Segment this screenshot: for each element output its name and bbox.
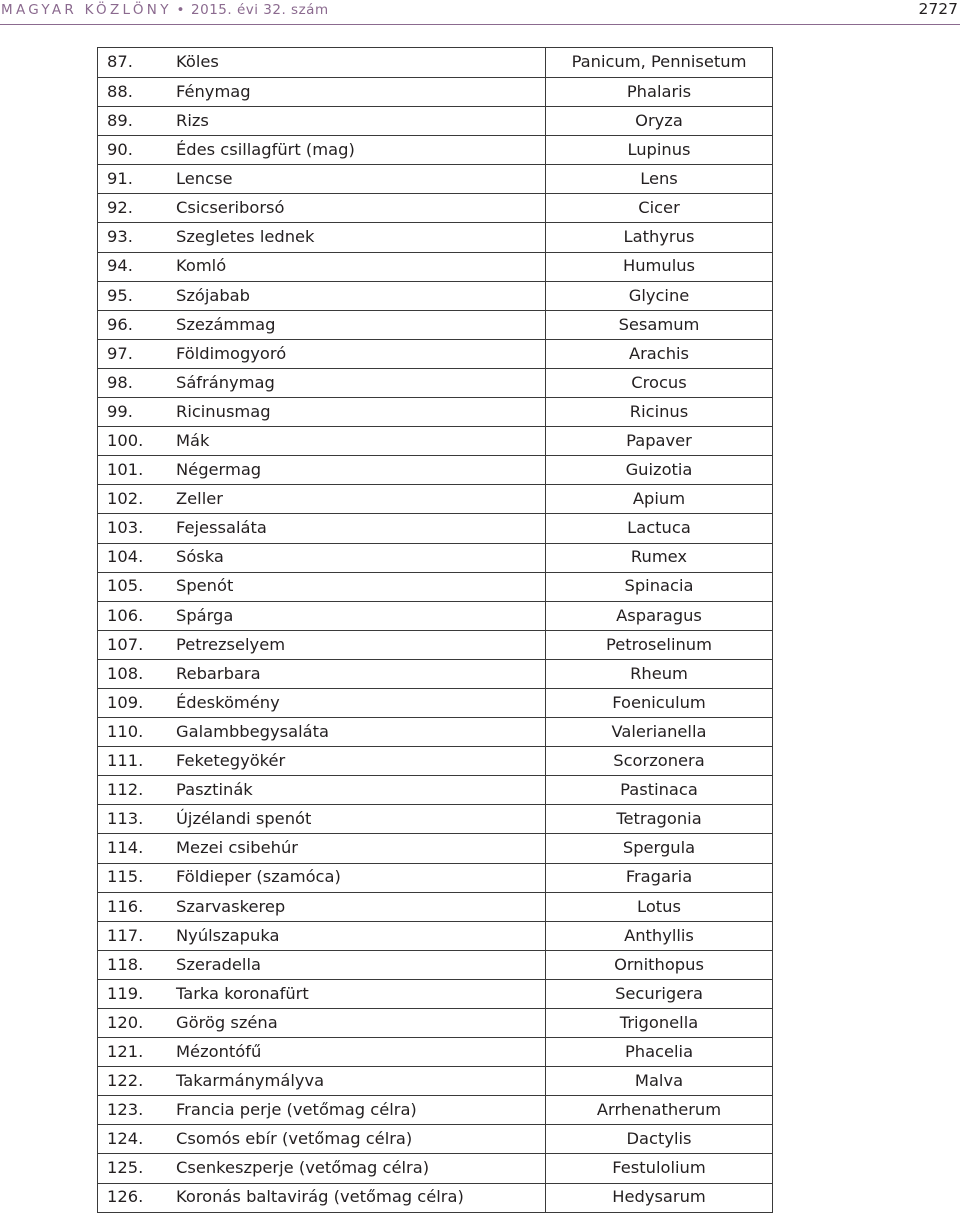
latin-name: Panicum, Pennisetum	[546, 48, 773, 78]
row-number: 122.	[98, 1067, 169, 1096]
hungarian-name: Koronás baltavirág (vetőmag célra)	[168, 1183, 546, 1212]
hungarian-name: Ricinusmag	[168, 398, 546, 427]
row-number: 117.	[98, 921, 169, 950]
latin-name: Spergula	[546, 834, 773, 863]
row-number: 115.	[98, 863, 169, 892]
hungarian-name: Tarka koronafürt	[168, 979, 546, 1008]
row-number: 92.	[98, 194, 169, 223]
hungarian-name: Mézontófű	[168, 1038, 546, 1067]
hungarian-name: Négermag	[168, 456, 546, 485]
latin-name: Glycine	[546, 281, 773, 310]
latin-name: Rumex	[546, 543, 773, 572]
latin-name: Crocus	[546, 368, 773, 397]
latin-name: Sesamum	[546, 310, 773, 339]
hungarian-name: Sóska	[168, 543, 546, 572]
table-row	[98, 863, 773, 892]
row-number: 98.	[98, 368, 169, 397]
latin-name: Tetragonia	[546, 805, 773, 834]
hungarian-name: Mák	[168, 427, 546, 456]
hungarian-name: Nyúlszapuka	[168, 921, 546, 950]
hungarian-name: Pasztinák	[168, 776, 546, 805]
latin-name: Malva	[546, 1067, 773, 1096]
page-number: 2727	[918, 0, 958, 18]
species-table	[97, 47, 773, 1213]
row-number: 126.	[98, 1183, 169, 1212]
latin-name: Asparagus	[546, 601, 773, 630]
table-row	[98, 107, 773, 136]
table-row	[98, 485, 773, 514]
table-row	[98, 1038, 773, 1067]
row-number: 114.	[98, 834, 169, 863]
row-number: 120.	[98, 1009, 169, 1038]
row-number: 100.	[98, 427, 169, 456]
table-row	[98, 747, 773, 776]
latin-name: Anthyllis	[546, 921, 773, 950]
latin-name: Apium	[546, 485, 773, 514]
row-number: 113.	[98, 805, 169, 834]
table-row	[98, 979, 773, 1008]
species-table-body	[98, 48, 773, 1213]
row-number: 106.	[98, 601, 169, 630]
row-number: 116.	[98, 892, 169, 921]
table-row	[98, 223, 773, 252]
table-row	[98, 514, 773, 543]
table-row	[98, 1096, 773, 1125]
row-number: 119.	[98, 979, 169, 1008]
table-row	[98, 805, 773, 834]
table-row	[98, 339, 773, 368]
row-number: 93.	[98, 223, 169, 252]
row-number: 103.	[98, 514, 169, 543]
latin-name: Securigera	[546, 979, 773, 1008]
latin-name: Rheum	[546, 659, 773, 688]
row-number: 121.	[98, 1038, 169, 1067]
hungarian-name: Rizs	[168, 107, 546, 136]
hungarian-name: Csicseriborsó	[168, 194, 546, 223]
table-row	[98, 1125, 773, 1154]
latin-name: Fragaria	[546, 863, 773, 892]
table-row	[98, 1009, 773, 1038]
table-row	[98, 688, 773, 717]
hungarian-name: Sáfránymag	[168, 368, 546, 397]
hungarian-name: Földimogyoró	[168, 339, 546, 368]
latin-name: Petroselinum	[546, 630, 773, 659]
hungarian-name: Csenkeszperje (vetőmag célra)	[168, 1154, 546, 1183]
latin-name: Lathyrus	[546, 223, 773, 252]
row-number: 125.	[98, 1154, 169, 1183]
row-number: 118.	[98, 950, 169, 979]
hungarian-name: Szegletes lednek	[168, 223, 546, 252]
row-number: 105.	[98, 572, 169, 601]
row-number: 111.	[98, 747, 169, 776]
publication-title: MAGYAR KÖZLÖNY	[1, 2, 172, 18]
latin-name: Festulolium	[546, 1154, 773, 1183]
header-left	[1, 2, 329, 18]
header-bullet: •	[176, 2, 186, 18]
row-number: 109.	[98, 688, 169, 717]
latin-name: Spinacia	[546, 572, 773, 601]
page-header	[0, 0, 960, 26]
table-row	[98, 78, 773, 107]
row-number: 88.	[98, 78, 169, 107]
hungarian-name: Spenót	[168, 572, 546, 601]
table-row	[98, 776, 773, 805]
hungarian-name: Lencse	[168, 165, 546, 194]
row-number: 124.	[98, 1125, 169, 1154]
latin-name: Foeniculum	[546, 688, 773, 717]
latin-name: Scorzonera	[546, 747, 773, 776]
table-row	[98, 921, 773, 950]
table-row	[98, 427, 773, 456]
hungarian-name: Francia perje (vetőmag célra)	[168, 1096, 546, 1125]
latin-name: Oryza	[546, 107, 773, 136]
table-row	[98, 48, 773, 78]
latin-name: Humulus	[546, 252, 773, 281]
hungarian-name: Fénymag	[168, 78, 546, 107]
table-row	[98, 310, 773, 339]
row-number: 112.	[98, 776, 169, 805]
table-row	[98, 572, 773, 601]
row-number: 107.	[98, 630, 169, 659]
table-row	[98, 892, 773, 921]
row-number: 96.	[98, 310, 169, 339]
table-row	[98, 252, 773, 281]
hungarian-name: Petrezselyem	[168, 630, 546, 659]
latin-name: Arachis	[546, 339, 773, 368]
latin-name: Phacelia	[546, 1038, 773, 1067]
row-number: 99.	[98, 398, 169, 427]
table-row	[98, 950, 773, 979]
latin-name: Arrhenatherum	[546, 1096, 773, 1125]
hungarian-name: Csomós ebír (vetőmag célra)	[168, 1125, 546, 1154]
latin-name: Cicer	[546, 194, 773, 223]
row-number: 97.	[98, 339, 169, 368]
latin-name: Guizotia	[546, 456, 773, 485]
table-row	[98, 398, 773, 427]
hungarian-name: Édeskömény	[168, 688, 546, 717]
row-number: 87.	[98, 48, 169, 78]
hungarian-name: Fejessaláta	[168, 514, 546, 543]
latin-name: Pastinaca	[546, 776, 773, 805]
hungarian-name: Köles	[168, 48, 546, 78]
table-row	[98, 281, 773, 310]
table-row	[98, 718, 773, 747]
hungarian-name: Szeradella	[168, 950, 546, 979]
hungarian-name: Zeller	[168, 485, 546, 514]
row-number: 110.	[98, 718, 169, 747]
table-row	[98, 194, 773, 223]
header-rule	[0, 24, 960, 25]
table-row	[98, 601, 773, 630]
hungarian-name: Spárga	[168, 601, 546, 630]
table-row	[98, 1067, 773, 1096]
latin-name: Papaver	[546, 427, 773, 456]
latin-name: Lens	[546, 165, 773, 194]
hungarian-name: Takarmánymályva	[168, 1067, 546, 1096]
table-row	[98, 659, 773, 688]
table-row	[98, 834, 773, 863]
latin-name: Dactylis	[546, 1125, 773, 1154]
row-number: 108.	[98, 659, 169, 688]
row-number: 90.	[98, 136, 169, 165]
hungarian-name: Feketegyökér	[168, 747, 546, 776]
latin-name: Valerianella	[546, 718, 773, 747]
row-number: 95.	[98, 281, 169, 310]
row-number: 104.	[98, 543, 169, 572]
hungarian-name: Szójabab	[168, 281, 546, 310]
row-number: 94.	[98, 252, 169, 281]
hungarian-name: Komló	[168, 252, 546, 281]
table-row	[98, 136, 773, 165]
latin-name: Ricinus	[546, 398, 773, 427]
latin-name: Lotus	[546, 892, 773, 921]
row-number: 102.	[98, 485, 169, 514]
latin-name: Phalaris	[546, 78, 773, 107]
latin-name: Trigonella	[546, 1009, 773, 1038]
table-row	[98, 543, 773, 572]
table-row	[98, 630, 773, 659]
hungarian-name: Újzélandi spenót	[168, 805, 546, 834]
table-row	[98, 165, 773, 194]
row-number: 101.	[98, 456, 169, 485]
issue-label: 2015. évi 32. szám	[191, 2, 329, 18]
hungarian-name: Mezei csibehúr	[168, 834, 546, 863]
row-number: 123.	[98, 1096, 169, 1125]
latin-name: Ornithopus	[546, 950, 773, 979]
latin-name: Lupinus	[546, 136, 773, 165]
table-row	[98, 456, 773, 485]
table-row	[98, 368, 773, 397]
hungarian-name: Földieper (szamóca)	[168, 863, 546, 892]
hungarian-name: Szarvaskerep	[168, 892, 546, 921]
hungarian-name: Édes csillagfürt (mag)	[168, 136, 546, 165]
row-number: 91.	[98, 165, 169, 194]
latin-name: Lactuca	[546, 514, 773, 543]
hungarian-name: Görög széna	[168, 1009, 546, 1038]
latin-name: Hedysarum	[546, 1183, 773, 1212]
table-row	[98, 1183, 773, 1212]
hungarian-name: Galambbegysaláta	[168, 718, 546, 747]
hungarian-name: Rebarbara	[168, 659, 546, 688]
row-number: 89.	[98, 107, 169, 136]
table-row	[98, 1154, 773, 1183]
hungarian-name: Szezámmag	[168, 310, 546, 339]
